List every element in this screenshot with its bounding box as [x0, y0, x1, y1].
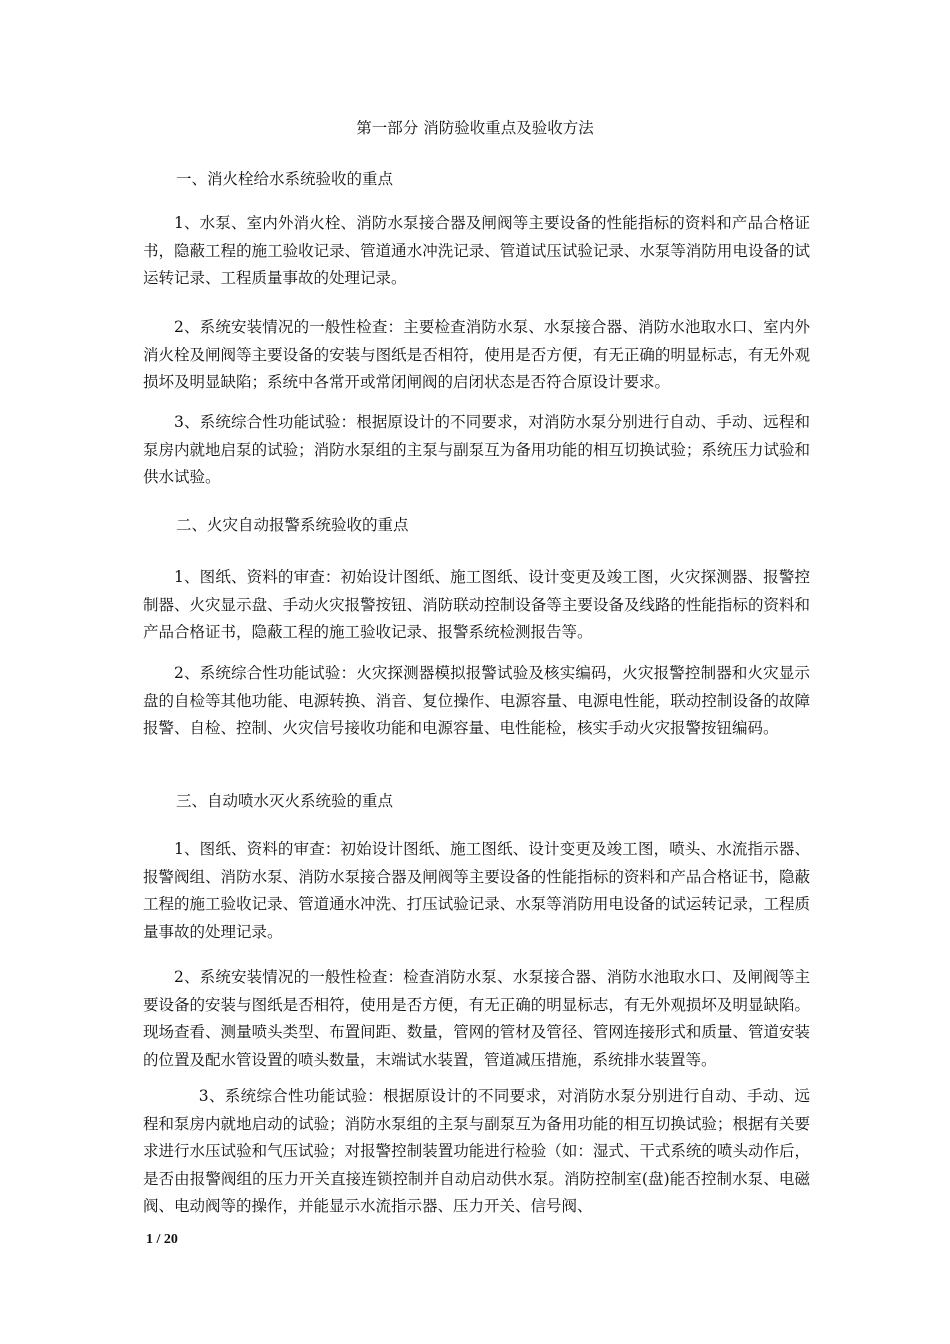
paragraph: 1、水泵、室内外消火栓、消防水泵接合器及闸阀等主要设备的性能指标的资料和产品合格证书，隐蔽工程的施工验收记录、管道通水冲洗记录、管道试压试验记录、水泵等消防用电设备的试运转记录、工程质量事故的处理记录。: [143, 214, 810, 287]
page-number: 1 / 20: [146, 1232, 178, 1247]
paragraph: 2、系统安装情况的一般性检查：主要检查消防水泵、水泵接合器、消防水池取水口、室内外消火栓及闸阀等主要设备的安装与图纸是否相符，使用是否方便，有无正确的明显标志，有无外观损坏及明显缺陷；系统中各常开或常闭闸阀的启闭状态是否符合原设计要求。: [143, 318, 810, 391]
section-heading-2: 二、火灾自动报警系统验收的重点: [176, 516, 409, 534]
paragraph: 1、图纸、资料的审查：初始设计图纸、施工图纸、设计变更及竣工图，火灾探测器、报警控制器、火灾显示盘、手动火灾报警按钮、消防联动控制设备等主要设备及线路的性能指标的资料和产品合格证书，隐蔽工程的施工验收记录、报警系统检测报告等。: [143, 568, 810, 641]
paragraph: 2、系统安装情况的一般性检查：检查消防水泵、水泵接合器、消防水池取水口、及闸阀等主要设备的安装与图纸是否相符，使用是否方便，有无正确的明显标志，有无外观损坏及明显缺陷。现场查看、测量喷头类型、布置间距、数量，管网的管材及管径、管网连接形式和质量、管道安装的位置及配水管设置的喷头数量，末端试水装置，管道减压措施，系统排水装置等。: [143, 968, 810, 1069]
document-title: 第一部分 消防验收重点及验收方法: [356, 119, 594, 137]
paragraph: 2、系统综合性功能试验：火灾探测器模拟报警试验及核实编码，火灾报警控制器和火灾显示盘的自检等其他功能、电源转换、消音、复位操作、电源容量、电源电性能，联动控制设备的故障报警、自检、控制、火灾信号接收功能和电源容量、电性能检，核实手动火灾报警按钮编码。: [143, 664, 810, 737]
paragraph: 3、系统综合性功能试验：根据原设计的不同要求，对消防水泵分别进行自动、手动、远程和泵房内就地启泵的试验；消防水泵组的主泵与副泵互为备用功能的相互切换试验；系统压力试验和供水试验。: [143, 413, 810, 486]
section-heading-1: 一、消火栓给水系统验收的重点: [176, 170, 394, 188]
paragraph: 3、系统综合性功能试验：根据原设计的不同要求，对消防水泵分别进行自动、手动、远程和泵房内就地启动的试验；消防水泵组的主泵与副泵互为备用功能的相互切换试验；根据有关要求进行水压试验和气压试验；对报警控制装置功能进行检验（如：湿式、干式系统的喷头动作后，是否由报警阀组的压力开关直接连锁控制并自动启动供水泵。消防控制室(盘)能否控制水泵、电磁阀、电动阀等的操作，并能显示水流指示器、压力开关、信号阀、: [143, 1087, 810, 1215]
section-heading-3: 三、自动喷水灭火系统验的重点: [176, 792, 394, 810]
paragraph: 1、图纸、资料的审查：初始设计图纸、施工图纸、设计变更及竣工图，喷头、水流指示器、报警阀组、消防水泵、消防水泵接合器及闸阀等主要设备的性能指标的资料和产品合格证书，隐蔽工程的施工验收记录、管道通水冲洗、打压试验记录、水泵等消防用电设备的试运转记录，工程质量事故的处理记录。: [143, 840, 810, 941]
